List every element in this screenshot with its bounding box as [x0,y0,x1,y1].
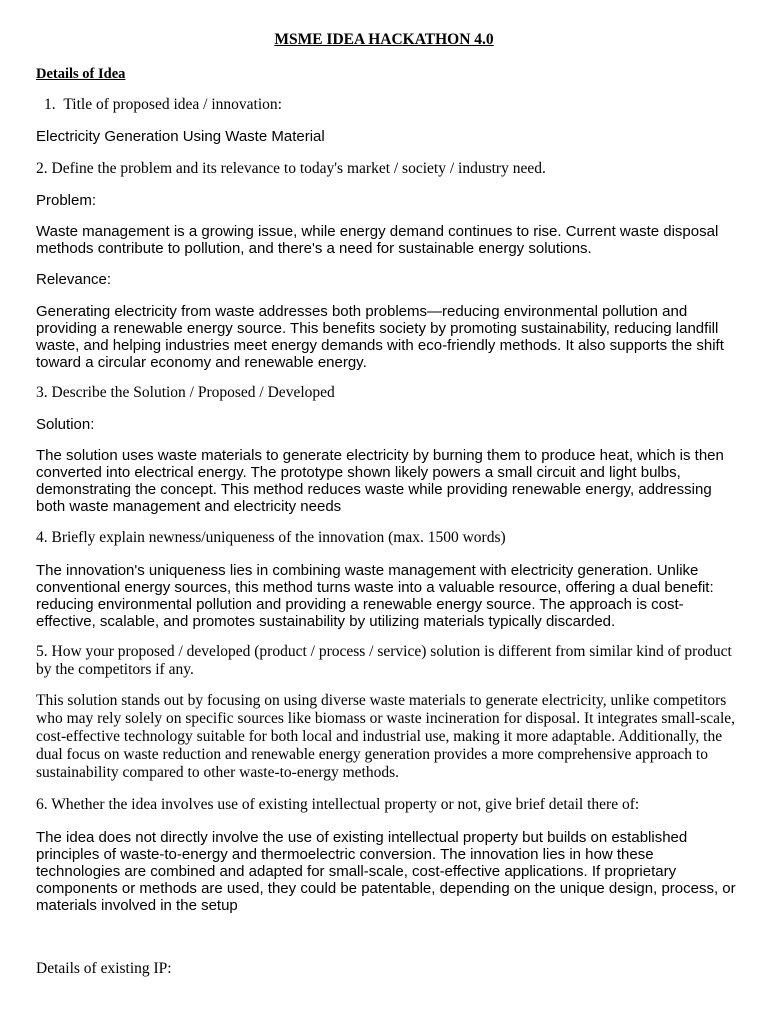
document-title: MSME IDEA HACKATHON 4.0 [274,31,494,48]
question-5: 5. How your proposed / developed (product / process / service) solution is different from similar kind of product by the competitors if any. [36,643,732,678]
question-1 [44,96,744,114]
answer-6: The idea does not directly involve the use of existing intellectual property but builds on established principles of waste-to-energy and thermoelectric conversion. The innovation lies in how these technologies are combined and adapted for small-scale, cost-effective applications. If proprietary components or methods are used, they could be patentable, depending on the unique design, process, or materials involved in the setup [36,829,736,914]
answer-4: The innovation's uniqueness lies in combining waste management with electricity generation. Unlike conventional energy sources, this method turns waste into a valuable resource, offering a dual benefit: reducing environmental pollution and providing a renewable energy source. The approach is cost-effective, scalable, and promotes sustainability by utilizing materials typically discarded. [36,562,714,630]
question-1-number: 1. [44,96,56,113]
relevance-text: Generating electricity from waste addresses both problems—reducing environmental pollution and providing a renewable energy source. This benefits society by promoting sustainability, reducing landfill waste, and helping industries meet energy demands with eco-friendly methods. It also supports the shift toward a circular economy and renewable energy. [36,303,724,371]
answer-5: This solution stands out by focusing on using diverse waste materials to generate electricity, unlike competitors who may rely solely on specific sources like biomass or waste incineration for disposal. It integrates small-scale, cost-effective technology suitable for both local and industrial use, making it more adaptable. Additionally, the dual focus on waste reduction and renewable energy generation provides a more comprehensive approach to sustainability compared to other waste-to-energy methods. [36,692,736,781]
answer-1: Electricity Generation Using Waste Material [36,128,325,145]
question-4: 4. Briefly explain newness/uniqueness of the innovation (max. 1500 words) [36,529,506,546]
problem-text: Waste management is a growing issue, while energy demand continues to rise. Current waste disposal methods contribute to pollution, and there's a need for sustainable energy solutions. [36,223,719,257]
problem-label: Problem: [36,192,97,209]
section-heading: Details of Idea [36,66,126,82]
question-1-text: Title of proposed idea / innovation: [63,96,282,113]
solution-label: Solution: [36,416,95,433]
question-3: 3. Describe the Solution / Proposed / Developed [36,384,335,401]
question-6: 6. Whether the idea involves use of existing intellectual property or not, give brief detail there of: [36,796,640,813]
question-2: 2. Define the problem and its relevance to today's market / society / industry need. [36,160,546,177]
existing-ip-label: Details of existing IP: [36,960,172,977]
solution-text: The solution uses waste materials to generate electricity by burning them to produce heat, which is then converted into electrical energy. The prototype shown likely powers a small circuit and light bulbs, demonstrating the concept. This method reduces waste while providing renewable energy, addressing both waste management and electricity needs [36,447,724,515]
relevance-label: Relevance: [36,271,112,288]
